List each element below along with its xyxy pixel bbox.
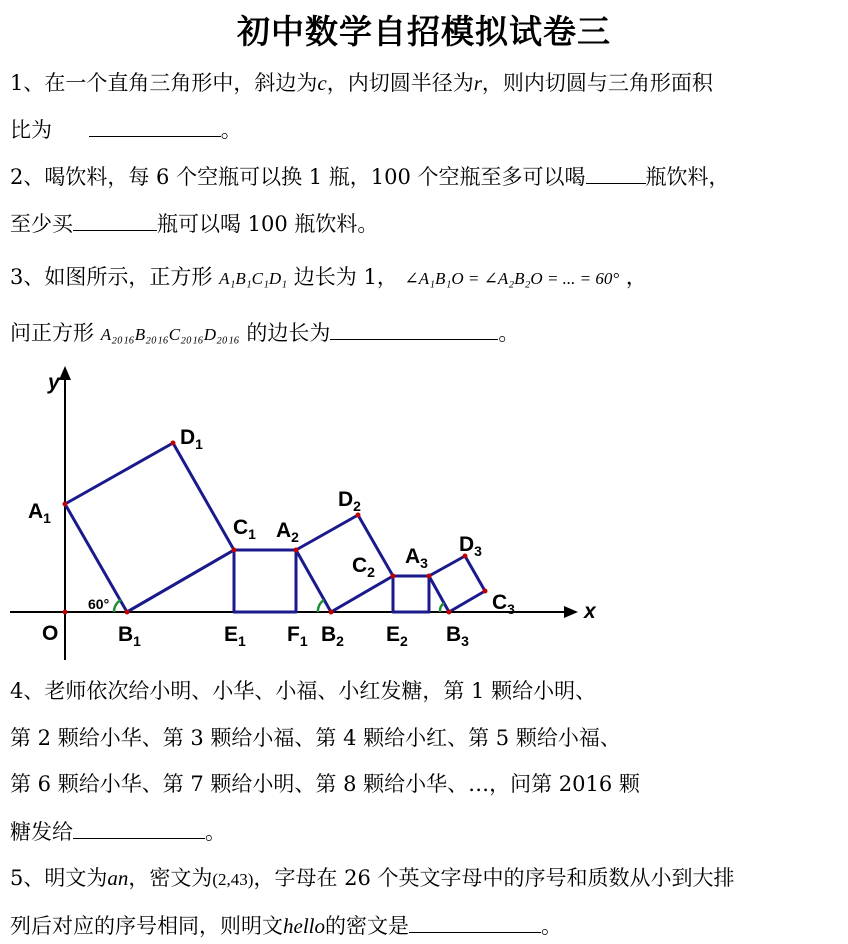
question-4-line-2: 第 2 颗给小华、第 3 颗给小福、第 4 颗给小红、第 5 颗给小福、 (10, 726, 621, 750)
label-c3: $C_3$ (492, 591, 515, 617)
q5-text-e: 的密文是 (325, 914, 409, 938)
q4-end: 。 (205, 820, 226, 844)
question-5-line-1 (10, 863, 735, 895)
x-axis-label: x (584, 600, 596, 623)
question-4-line-4 (10, 816, 226, 847)
q3-text-e: 的边长为 (246, 321, 331, 345)
axes (10, 376, 568, 660)
rect-c2-a3 (393, 576, 429, 612)
question-2-line-1 (10, 161, 730, 192)
q1-end: 。 (220, 118, 242, 142)
label-a1: $A_1$ (28, 500, 51, 526)
angle-arc-b3 (440, 603, 444, 612)
q3-answer-blank[interactable] (330, 317, 498, 340)
angle-arc-b1 (114, 600, 121, 612)
q5-end: 。 (541, 914, 562, 938)
q3-text-b: 边长为 1， (293, 265, 398, 289)
q2-text-d: 瓶可以喝 100 瓶饮料。 (157, 212, 379, 236)
q1-answer-blank[interactable] (89, 114, 221, 137)
label-b1: $B_1$ (118, 623, 141, 649)
figure-lines (65, 443, 485, 612)
q3-square-1: A₁B₁C₁D₁ (219, 269, 288, 288)
y-axis-label: y (48, 371, 60, 394)
q5-plain-an: an (107, 866, 129, 890)
y-axis-arrow (59, 366, 71, 380)
square-1 (65, 443, 234, 612)
label-c2: $C_2$ (352, 554, 375, 580)
q5-text-a: 5、明文为 (10, 866, 108, 890)
label-e2: $E_2$ (386, 623, 408, 649)
q2-text-b: 瓶饮料， (645, 165, 730, 189)
q1-text-b: ，内切圆半径为 (326, 71, 474, 95)
label-a2: $A_2$ (276, 519, 299, 545)
q1-text-d: ，则内切圆与三角形面积 (481, 71, 713, 95)
angle-arc-b2 (318, 600, 324, 612)
q3-text-a: 3、如图所示，正方形 (10, 265, 213, 289)
q3-square-2016: A₂₀₁₆B₂₀₁₆C₂₀₁₆D₂₀₁₆ (100, 325, 240, 344)
square-2 (296, 515, 393, 612)
question-5-line-2 (10, 910, 562, 941)
q3-end: 。 (498, 321, 520, 345)
q3-angle-condition: ∠A₁B₁O = ∠A₂B₂O = ... = 60° (404, 269, 620, 288)
question-4-line-3: 第 6 颗给小华、第 7 颗给小明、第 8 颗给小华、…，问第 2016 颗 (10, 772, 640, 796)
q4-text-l4: 糖发给 (10, 820, 73, 844)
label-c1: $C_1$ (233, 516, 256, 542)
q5-text-b: ，密文为 (128, 866, 213, 890)
q1-text-a: 1、在一个直角三角形中，斜边为 (10, 71, 318, 95)
q1-text-e: 比为 (10, 118, 52, 142)
page-title: 初中数学自招模拟试卷三 (237, 12, 611, 51)
q2-answer-blank-2[interactable] (73, 208, 157, 231)
q3-text-c: ， (625, 265, 647, 289)
segment-b1-c1 (127, 550, 234, 612)
q5-answer-blank[interactable] (409, 910, 541, 933)
label-a3: $A_3$ (405, 545, 428, 571)
angle-label-60: 60° (88, 596, 110, 612)
vertex-points (63, 441, 488, 615)
question-3-line-1 (10, 262, 647, 294)
question-3-line-2 (10, 317, 519, 350)
q5-cipher-code: (2,43) (212, 870, 254, 889)
question-1-line-1 (10, 68, 713, 98)
label-b2: $B_2$ (321, 623, 344, 649)
question-4-line-1: 4、老师依次给小明、小华、小福、小红发糖，第 1 颗给小明、 (10, 679, 597, 703)
label-b3: $B_3$ (446, 623, 469, 649)
origin-label: O (42, 622, 59, 645)
squares-figure (0, 360, 848, 670)
q2-text-a: 2、喝饮料，每 6 个空瓶可以换 1 瓶，100 个空瓶至多可以喝 (10, 165, 586, 189)
x-axis-arrow (564, 606, 578, 618)
q5-text-d: 列后对应的序号相同，则明文 (10, 914, 283, 938)
q2-text-c: 至少买 (10, 212, 73, 236)
label-d1: $D_1$ (180, 426, 203, 452)
rect-c1-a2 (234, 550, 296, 612)
q4-answer-blank[interactable] (73, 816, 205, 839)
label-d2: $D_2$ (338, 488, 361, 514)
q3-text-d: 问正方形 (10, 321, 94, 345)
square-3 (429, 556, 485, 612)
question-2-line-2 (10, 208, 378, 239)
q5-text-c: ，字母在 26 个英文字母中的序号和质数从小到大排 (253, 866, 735, 890)
q2-answer-blank-1[interactable] (586, 161, 646, 184)
q5-plain-hello: hello (283, 914, 325, 938)
label-f1: $F_1$ (287, 623, 308, 649)
label-d3: $D_3$ (459, 533, 482, 559)
label-e1: $E_1$ (224, 623, 246, 649)
q1-var-r: r (473, 71, 482, 95)
question-1-line-2 (10, 114, 242, 145)
q1-var-c: c (317, 71, 327, 95)
